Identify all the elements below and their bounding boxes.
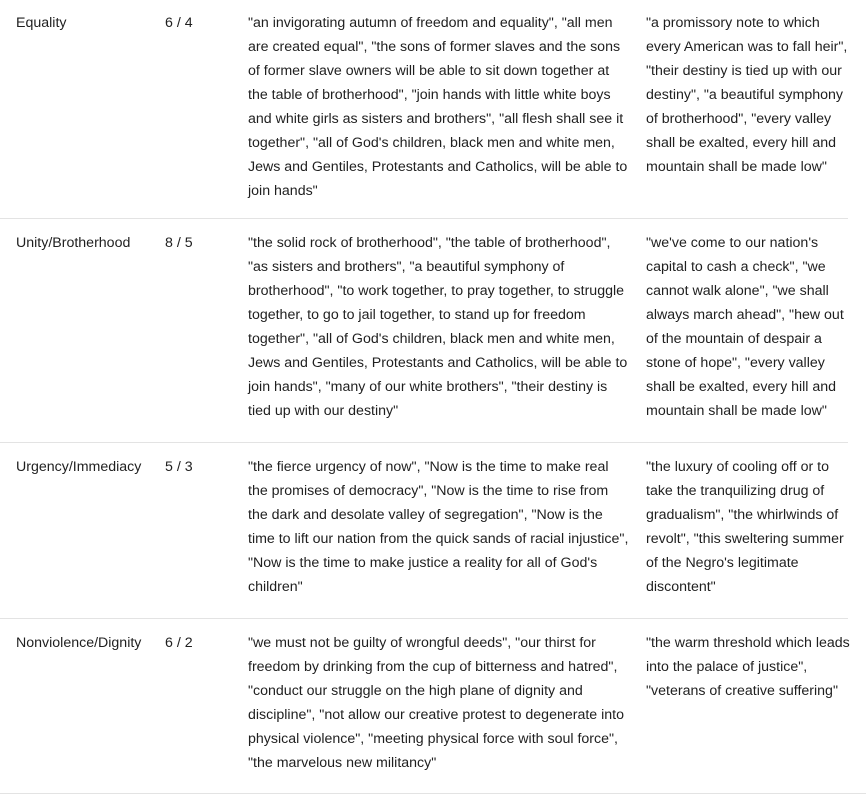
table-row <box>0 619 866 794</box>
quotes-cell: "an invigorating autumn of freedom and equality", "all men are created equal", "the sons of former slaves and the sons of former slave owners will be able to sit down together at the table of brotherhood", "join hands with little white boys and white girls as sisters and brothers", "all flesh shall see it together", "all of God's children, black men and white men, Jews and Gentiles, Protestants and Catholics, will be able to join hands" <box>248 15 628 199</box>
score-cell: 6 / 2 <box>165 635 193 651</box>
quotes-cell: "the fierce urgency of now", "Now is the time to make real the promises of democracy", "Now is the time to rise from the dark and desolate valley of segregation", "Now is the time to lift our nation from the quick sands of racial injustice", "Now is the time to make justice a reality for all of God's children" <box>248 459 629 595</box>
theme-cell: Unity/Brotherhood <box>16 235 131 251</box>
score-cell: 5 / 3 <box>165 459 193 475</box>
other-quotes-cell: "the warm threshold which leads into the palace of justice", "veterans of creative suffering" <box>646 635 850 699</box>
theme-cell: Equality <box>16 15 67 31</box>
table-row <box>0 443 848 619</box>
table-row <box>0 219 848 443</box>
theme-cell: Urgency/Immediacy <box>16 459 142 475</box>
other-quotes-cell: "we've come to our nation's capital to cash a check", "we cannot walk alone", "we shall always march ahead", "hew out of the mountain of despair a stone of hope", "every valley shall be exalted, every hill and mountain shall be made low" <box>646 235 844 419</box>
other-quotes-cell: "a promissory note to which every American was to fall heir", "their destiny is tied up with our destiny", "a beautiful symphony of brotherhood", "every valley shall be exalted, every hill and mountain shall be made low" <box>646 15 848 175</box>
score-cell: 6 / 4 <box>165 15 193 31</box>
table-row <box>0 0 848 219</box>
other-quotes-cell: "the luxury of cooling off or to take the tranquilizing drug of gradualism", "the whirlwinds of revolt", "this sweltering summer of the Negro's legitimate discontent" <box>646 459 844 595</box>
quotes-cell: "the solid rock of brotherhood", "the table of brotherhood", "as sisters and brothers", "a beautiful symphony of brotherhood", "to work together, to pray together, to struggle together, to go to jail together, to stand up for freedom together", "all of God's children, black men and white men, Jews and Gentiles, Protestants and Catholics, will be able to join hands", "many of our white brothers", "their destiny is tied up with our destiny" <box>248 235 628 419</box>
theme-cell: Nonviolence/Dignity <box>16 635 142 651</box>
quotes-cell: "we must not be guilty of wrongful deeds", "our thirst for freedom by drinking from the cup of bitterness and hatred", "conduct our struggle on the high plane of dignity and discipline", "not allow our creative protest to degenerate into physical violence", "meeting physical force with soul force", "the marvelous new militancy" <box>248 635 625 771</box>
score-cell: 8 / 5 <box>165 235 193 251</box>
